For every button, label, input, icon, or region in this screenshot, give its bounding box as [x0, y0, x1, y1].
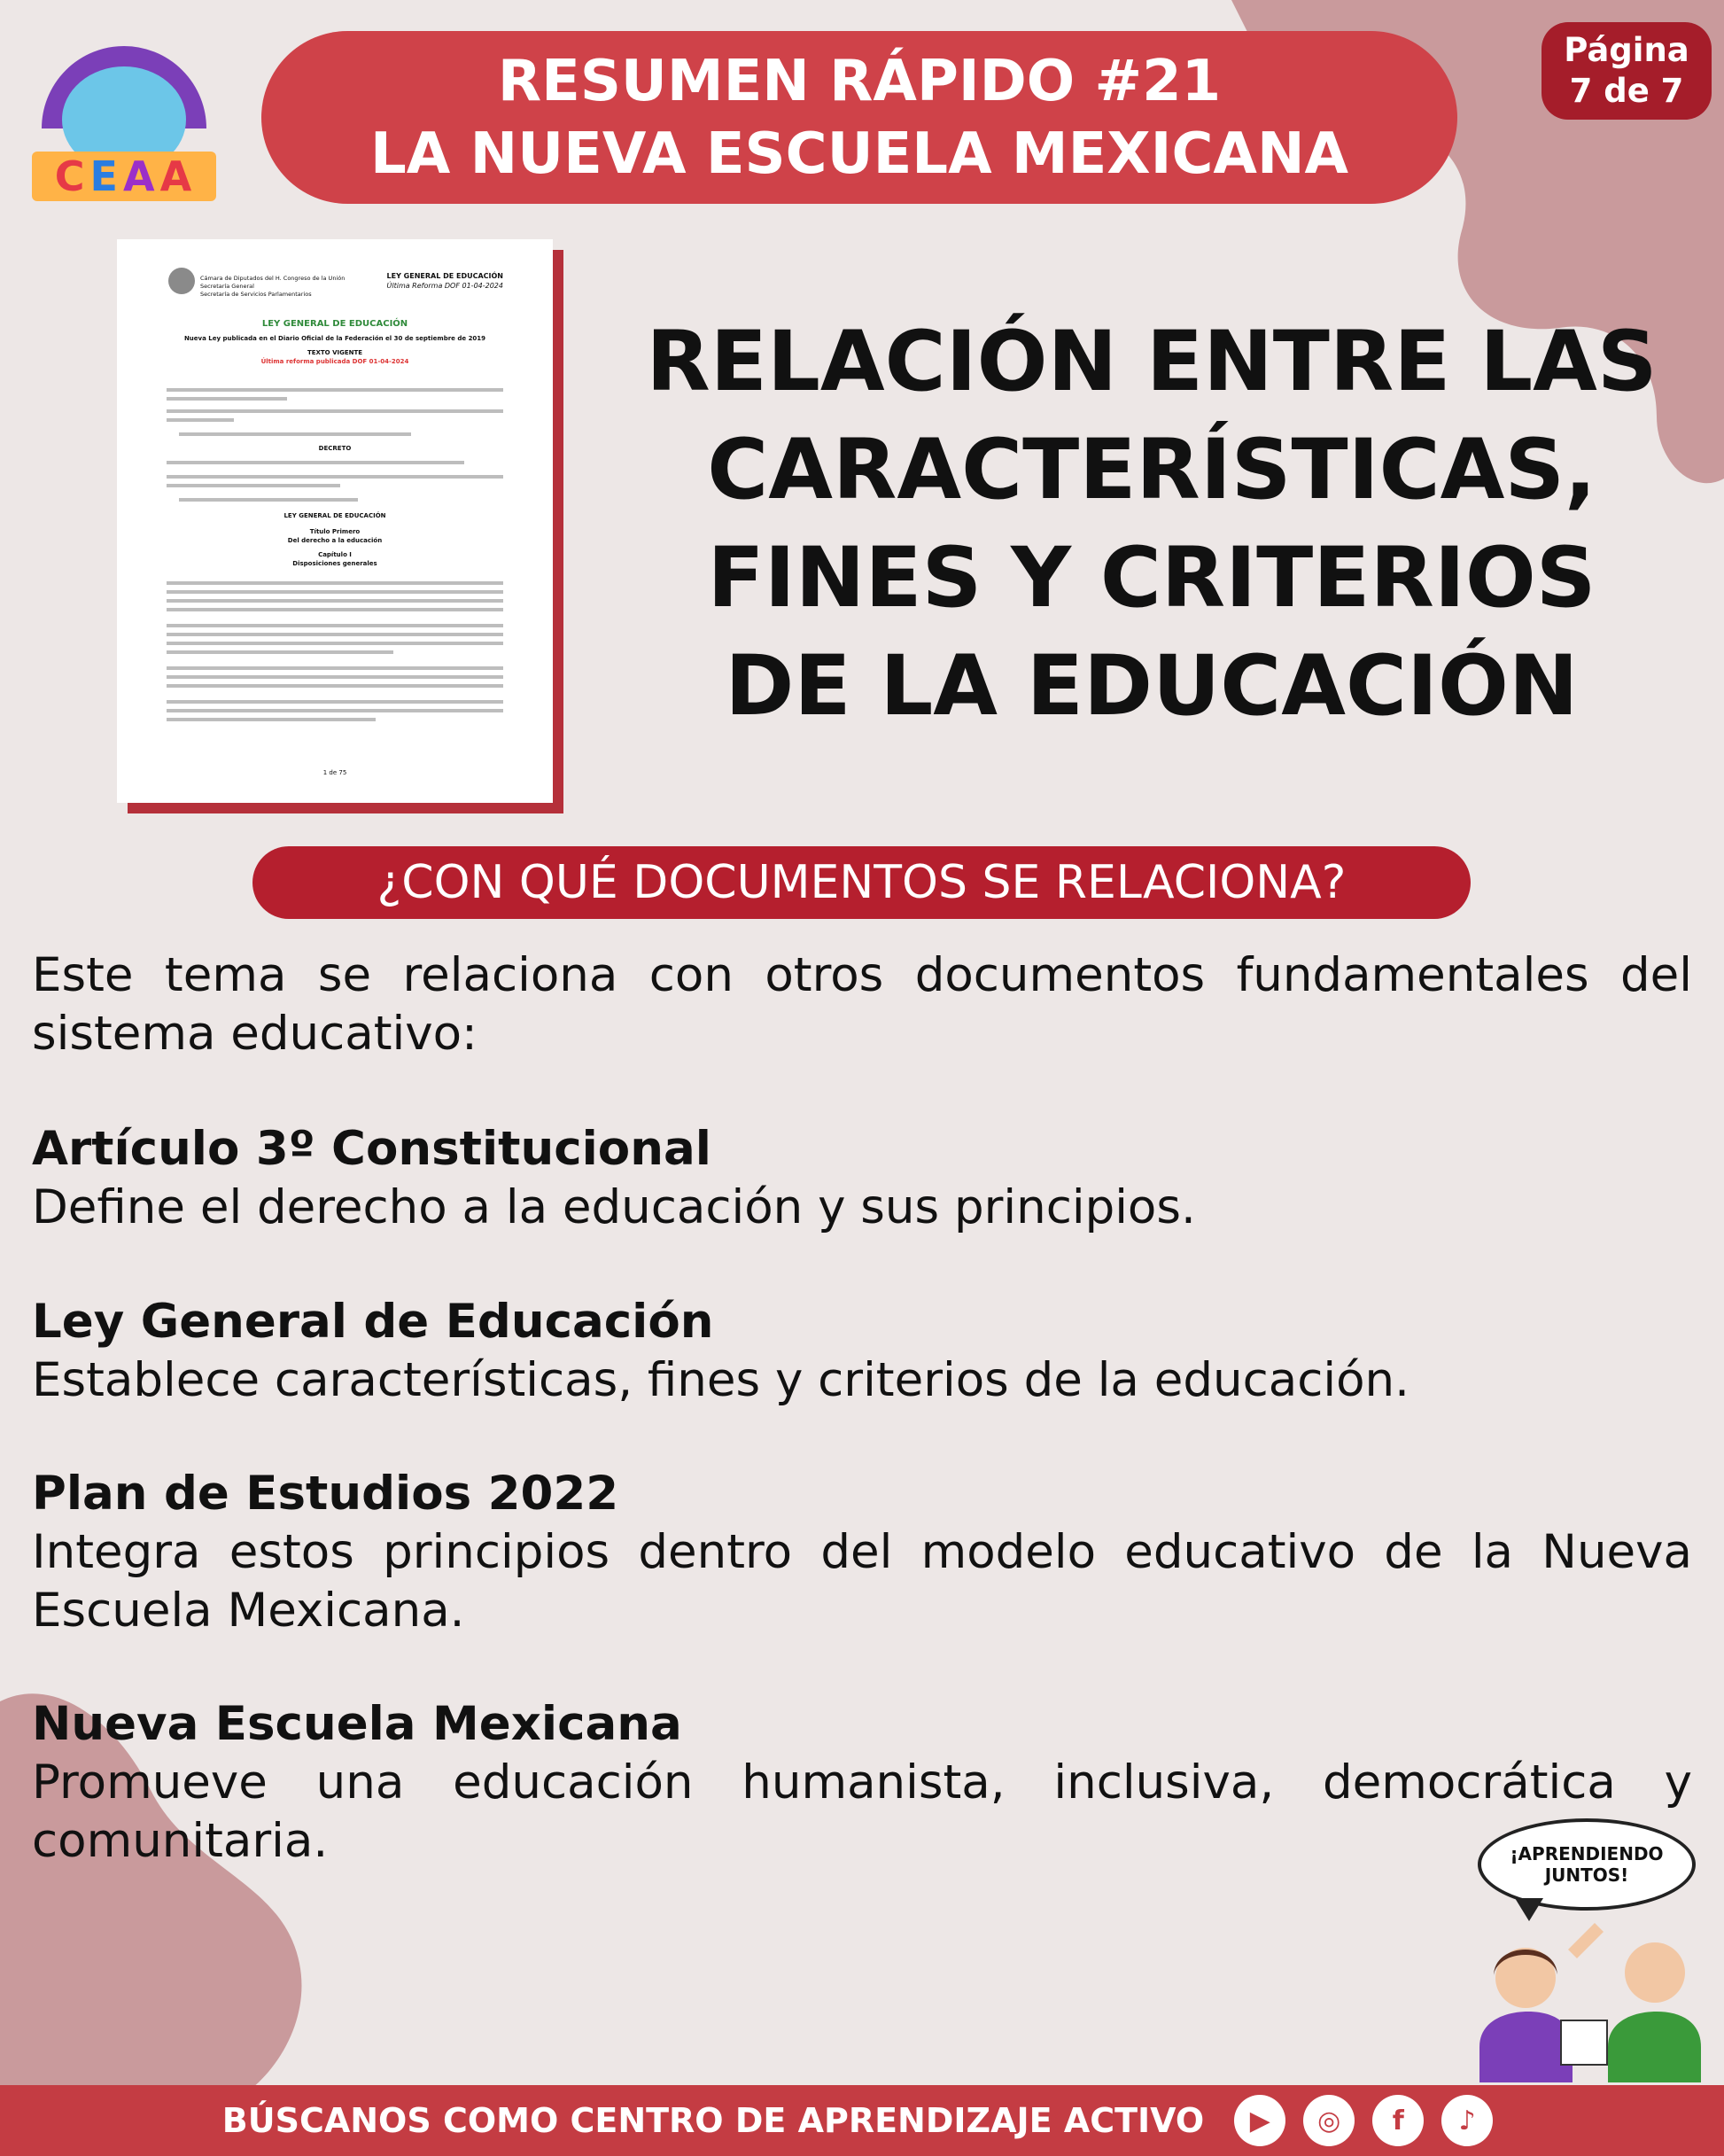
doc-text-line [167, 608, 503, 611]
main-title-line-3: FINES Y CRITERIOS [707, 530, 1596, 627]
document-thumbnail [117, 239, 553, 803]
speech-bubble [1478, 1818, 1696, 1911]
bubble-line-2: JUNTOS! [1544, 1864, 1629, 1886]
item-heading: Plan de Estudios 2022 [32, 1467, 619, 1521]
page-badge-count: 7 de 7 [1569, 72, 1684, 110]
doc-header-left [200, 275, 345, 299]
doc-text-line [167, 624, 503, 627]
doc-text-line [167, 599, 503, 603]
doc-header-right-1: LEY GENERAL DE EDUCACIÓN [386, 272, 503, 280]
doc-text-line [167, 633, 503, 636]
item-description: Define el derecho a la educación y sus principios. [32, 1180, 1196, 1234]
header-line-2: LA NUEVA ESCUELA MEXICANA [369, 121, 1349, 187]
tiktok-icon[interactable]: ♪ [1441, 2095, 1493, 2146]
doc-text-line [167, 718, 376, 721]
main-title [620, 308, 1683, 741]
doc-decreto: DECRETO [318, 445, 352, 452]
doc-text-line [167, 642, 503, 645]
youtube-icon[interactable]: ▶ [1234, 2095, 1285, 2146]
doc-text-line [179, 498, 358, 502]
facebook-icon[interactable]: f [1372, 2095, 1424, 2146]
logo-letter-a1: A [122, 152, 157, 200]
doc-text-line [167, 409, 503, 413]
doc-text-line [167, 675, 503, 679]
doc-text-line [167, 475, 503, 479]
doc-text-line [167, 666, 503, 670]
doc-text-line [167, 684, 503, 688]
list-item [32, 1120, 1692, 1237]
doc-subtitle: Nueva Ley publicada en el Diario Oficial de la Federación el 30 de septiembre de 2019 [183, 335, 486, 342]
list-item [32, 1695, 1692, 1871]
doc-reforma: Última reforma publicada DOF 01-04-2024 [260, 358, 409, 365]
header-line-1: RESUMEN RÁPIDO #21 [497, 48, 1222, 114]
bubble-line-1: ¡APRENDIENDO [1510, 1843, 1664, 1864]
ceaa-logo [27, 40, 221, 208]
footer-bar [0, 2085, 1724, 2156]
logo-letter-e: E [89, 152, 120, 200]
mascots-illustration [1462, 1817, 1719, 2082]
doc-capitulo-sub: Disposiciones generales [292, 560, 377, 567]
page-badge-label: Página [1564, 31, 1689, 69]
list-item [32, 1465, 1692, 1640]
doc-header-right-2: Última Reforma DOF 01-04-2024 [386, 282, 503, 290]
instagram-icon[interactable]: ◎ [1303, 2095, 1355, 2146]
item-description: Integra estos principios dentro del modelo educativo de la Nueva Escuela Mexicana. [32, 1525, 1692, 1638]
mexico-seal-icon [168, 268, 195, 294]
doc-text-line [167, 397, 287, 401]
doc-text-line [167, 590, 503, 594]
doc-titulo-sub: Del derecho a la educación [287, 537, 383, 544]
doc-ley: LEY GENERAL DE EDUCACIÓN [283, 512, 386, 519]
main-title-line-4: DE LA EDUCACIÓN [725, 638, 1579, 735]
item-heading: Artículo 3º Constitucional [32, 1122, 711, 1176]
page-badge [1542, 22, 1712, 120]
doc-header-right [387, 271, 504, 291]
doc-header-left-2: Secretaría General [200, 283, 254, 290]
main-title-line-2: CARACTERÍSTICAS, [707, 422, 1596, 518]
logo-letter-a2: A [159, 152, 194, 200]
item-heading: Ley General de Educación [32, 1295, 714, 1349]
doc-page-number: 1 de 75 [322, 769, 347, 776]
header-banner [261, 31, 1457, 204]
doc-text-line [167, 700, 503, 704]
doc-text-line [167, 418, 234, 422]
doc-text-line [167, 709, 503, 712]
logo-word [32, 152, 216, 201]
item-heading: Nueva Escuela Mexicana [32, 1697, 682, 1751]
item-description: Establece características, fines y criterios de la educación. [32, 1353, 1409, 1407]
doc-title: LEY GENERAL DE EDUCACIÓN [261, 319, 408, 329]
doc-text-line [167, 581, 503, 585]
list-item [32, 1293, 1692, 1410]
logo-letter-c: C [54, 152, 87, 200]
item-description: Promueve una educación humanista, inclusiva, democrática y comunitaria. [32, 1755, 1692, 1868]
doc-vigente: TEXTO VIGENTE [307, 349, 363, 356]
intro-paragraph: Este tema se relaciona con otros documentos fundamentales del sistema educativo: [32, 948, 1692, 1061]
doc-titulo: Título Primero [309, 528, 361, 535]
doc-text-line [167, 484, 340, 487]
main-title-line-1: RELACIÓN ENTRE LAS [646, 314, 1658, 410]
footer-text: BÚSCANOS COMO CENTRO DE APRENDIZAJE ACTIVO [221, 2101, 1205, 2140]
teachers-icon [1462, 1914, 1719, 2082]
doc-capitulo: Capítulo I [318, 551, 352, 558]
section-heading: ¿CON QUÉ DOCUMENTOS SE RELACIONA? [252, 846, 1471, 919]
doc-text-line [179, 432, 411, 436]
doc-text-line [167, 461, 464, 464]
doc-header-left-3: Secretaría de Servicios Parlamentarios [200, 291, 312, 298]
doc-text-line [167, 650, 393, 654]
doc-text-line [167, 388, 503, 392]
doc-header-left-1: Cámara de Diputados del H. Congreso de la Unión [200, 275, 346, 282]
